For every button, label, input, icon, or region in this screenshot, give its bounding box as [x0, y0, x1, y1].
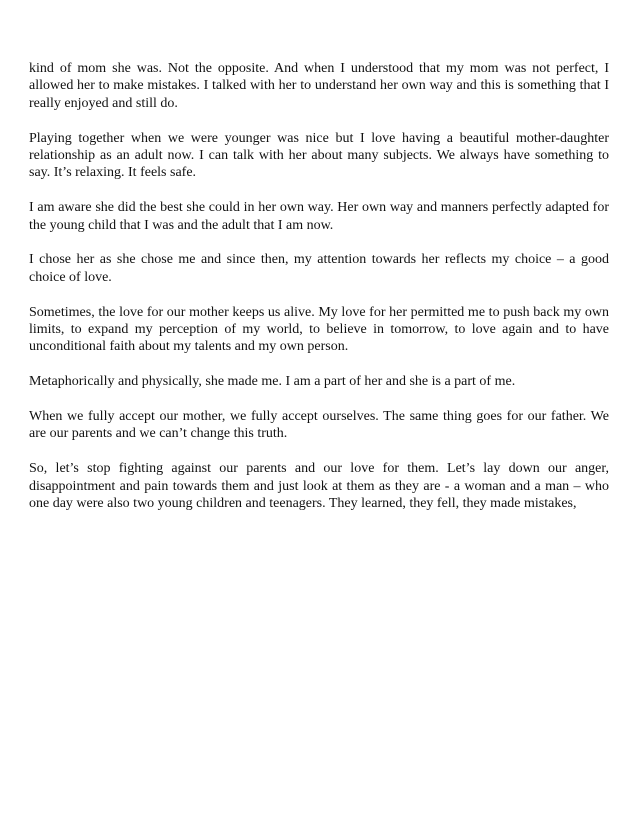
- paragraph-4: I chose her as she chose me and since then, my attention towards her reflects my choice – a good choice of love.: [29, 252, 609, 285]
- paragraph-1: kind of mom she was. Not the opposite. And when I understood that my mom was not perfect, I allowed her to make mistakes. I talked with her to understand her own way and this is something that I really enjoyed and still do.: [29, 61, 609, 111]
- paragraph-5: Sometimes, the love for our mother keeps us alive. My love for her permitted me to push back my own limits, to expand my perception of my world, to believe in tomorrow, to love again and to have unconditional faith about my talents and my own person.: [29, 304, 609, 355]
- paragraph-6: Metaphorically and physically, she made me. I am a part of her and she is a part of me.: [29, 374, 516, 390]
- document-page: [29, 60, 609, 530]
- paragraph-8: So, let’s stop fighting against our parents and our love for them. Let’s lay down our anger, disappointment and pain towards them and just look at them as they are - a woman and a man – who one day were also two young children and teenagers. They learned, they fell, they made mistakes,: [29, 461, 609, 512]
- paragraph-3: I am aware she did the best she could in her own way. Her own way and manners perfectly adapted for the young child that I was and the adult that I am now.: [29, 200, 609, 233]
- paragraph-2: Playing together when we were younger was nice but I love having a beautiful mother-daughter relationship as an adult now. I can talk with her about many subjects. We always have something to say. It’s relaxing. It feels safe.: [29, 130, 609, 181]
- paragraph-7: When we fully accept our mother, we fully accept ourselves. The same thing goes for our father. We are our parents and we can’t change this truth.: [29, 409, 609, 442]
